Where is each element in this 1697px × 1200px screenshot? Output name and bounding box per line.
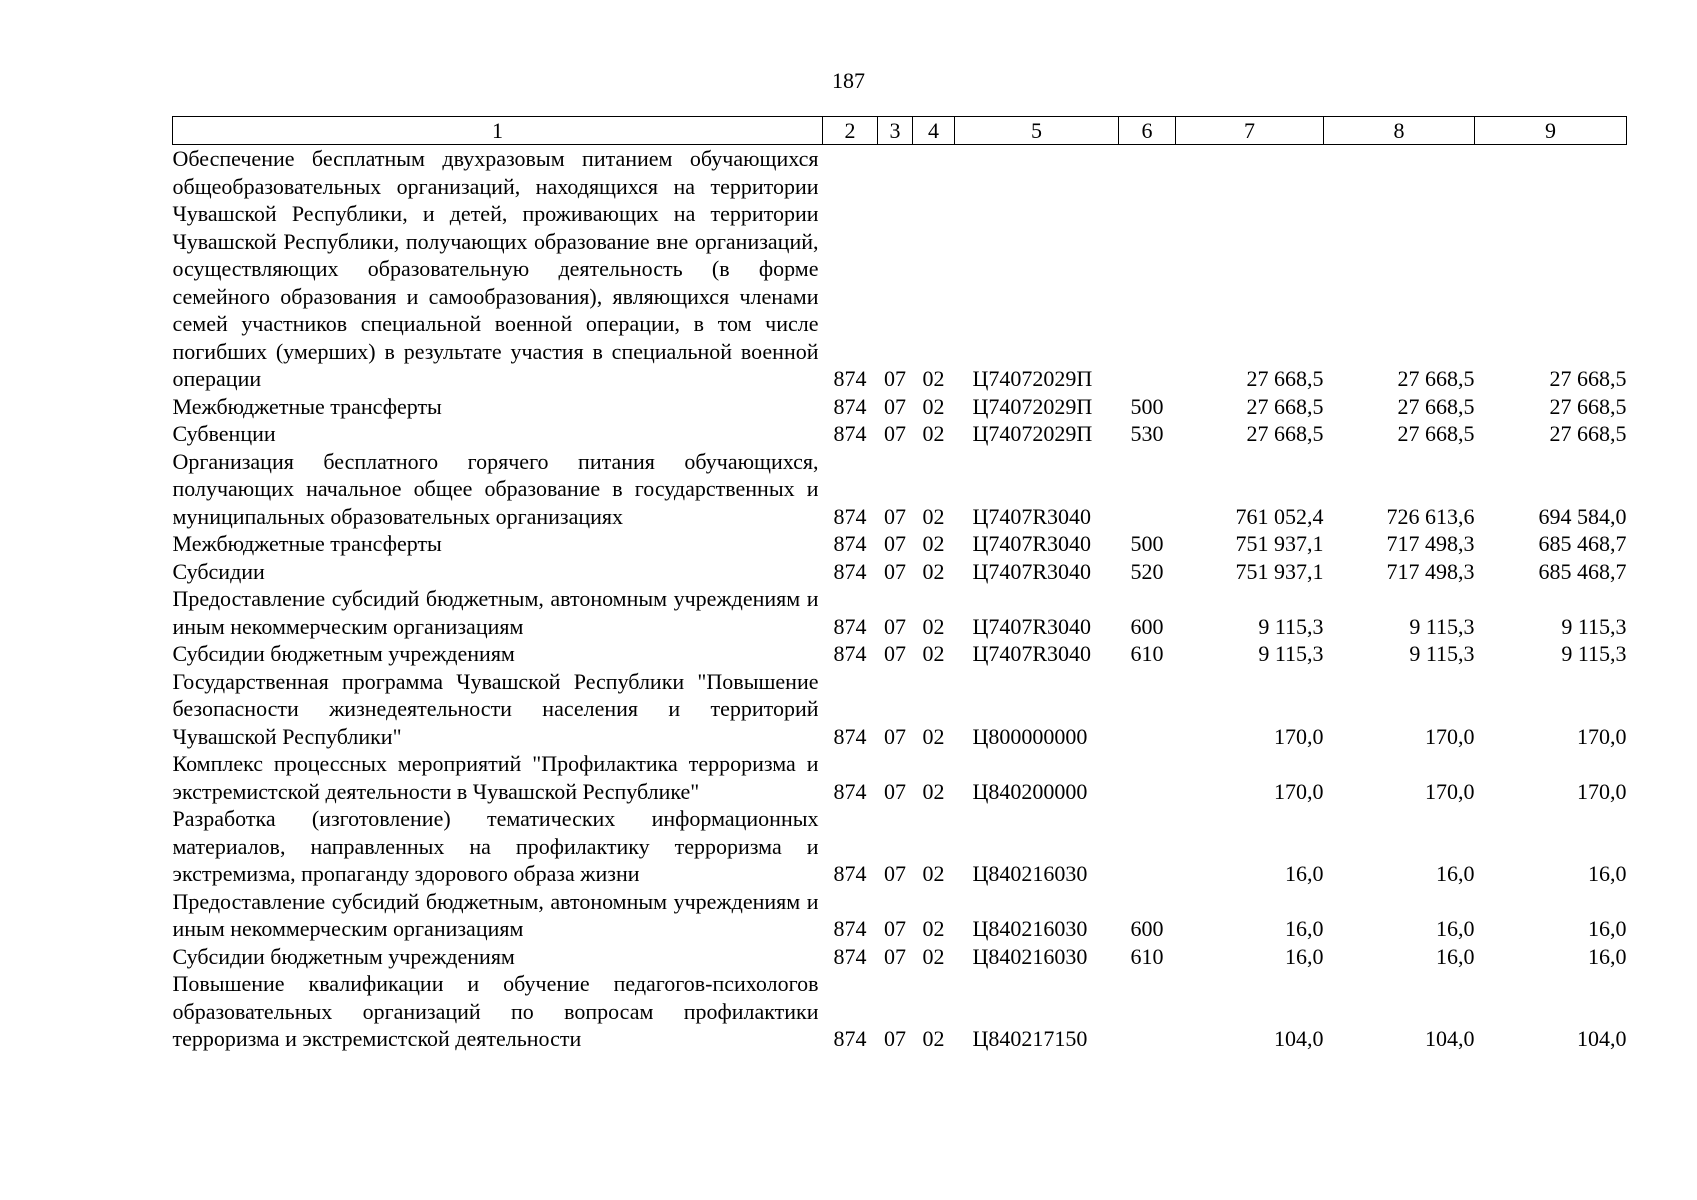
amount-year-2: 16,0 xyxy=(1436,943,1475,969)
ministry-code: 874 xyxy=(833,613,867,639)
target-article-code: Ц74072029П xyxy=(972,393,1093,419)
expense-type-code: 520 xyxy=(1130,558,1164,584)
target-article-code: Ц74072029П xyxy=(972,421,1093,446)
amount-year-2: 717 498,3 xyxy=(1386,531,1475,556)
amount-year-2: 27 668,5 xyxy=(1397,393,1475,419)
target-article-code: Ц7407R3040 xyxy=(972,558,1092,584)
amount-year-2: 717 498,3 xyxy=(1386,558,1475,584)
table-row xyxy=(173,888,1627,943)
section-code: 07 xyxy=(884,531,906,556)
amount-year-3: 170,0 xyxy=(1577,723,1627,749)
page-number: 187 xyxy=(832,68,865,93)
target-article-code: Ц840217150 xyxy=(972,1026,1088,1051)
table-row xyxy=(173,558,1627,586)
target-article-code: Ц7407R3040 xyxy=(972,531,1092,556)
amount-year-1: 16,0 xyxy=(1285,916,1324,941)
amount-year-2: 726 613,6 xyxy=(1386,503,1475,529)
amount-year-1: 27 668,5 xyxy=(1246,366,1324,391)
row-name: Комплекс процессных мероприятий "Профилактика терроризма и экстремистской деятельности в Чувашской Республике" xyxy=(172,751,819,804)
amount-year-3: 16,0 xyxy=(1588,916,1627,941)
column-number-2: 2 xyxy=(823,117,878,145)
target-article-code: Ц800000000 xyxy=(972,723,1088,749)
table-row xyxy=(173,805,1627,888)
subsection-code: 02 xyxy=(922,943,945,969)
target-article-code: Ц7407R3040 xyxy=(972,641,1092,666)
column-number-7: 7 xyxy=(1176,117,1324,145)
target-article-code: Ц840216030 xyxy=(972,943,1088,969)
expense-type-code: 610 xyxy=(1130,943,1164,969)
target-article-code: Ц7407R3040 xyxy=(972,503,1092,529)
subsection-code: 02 xyxy=(922,613,945,639)
column-number-8: 8 xyxy=(1324,117,1475,145)
amount-year-2: 16,0 xyxy=(1436,916,1475,941)
expense-type-code: 500 xyxy=(1130,393,1164,419)
table-row xyxy=(173,668,1627,751)
section-code: 07 xyxy=(884,916,906,941)
subsection-code: 02 xyxy=(922,723,945,749)
amount-year-2: 16,0 xyxy=(1436,861,1475,886)
ministry-code: 874 xyxy=(833,641,867,666)
table-row xyxy=(173,530,1627,558)
amount-year-3: 16,0 xyxy=(1588,861,1627,886)
subsection-code: 02 xyxy=(922,393,945,419)
amount-year-1: 751 937,1 xyxy=(1235,531,1324,556)
section-code: 07 xyxy=(884,943,906,969)
table-row xyxy=(173,145,1627,393)
column-number-3: 3 xyxy=(878,117,913,145)
expense-type-code xyxy=(1119,805,1176,888)
target-article-code: Ц74072029П xyxy=(972,366,1093,391)
amount-year-2: 9 115,3 xyxy=(1409,613,1475,639)
amount-year-2: 170,0 xyxy=(1425,723,1475,749)
section-code: 07 xyxy=(884,503,906,529)
expense-type-code: 610 xyxy=(1130,641,1164,666)
section-code: 07 xyxy=(884,1026,906,1051)
section-code: 07 xyxy=(884,641,906,666)
amount-year-1: 16,0 xyxy=(1285,861,1324,886)
row-name: Межбюджетные трансферты xyxy=(172,531,442,556)
target-article-code: Ц840216030 xyxy=(972,916,1088,941)
ministry-code: 874 xyxy=(833,531,867,556)
expense-type-code: 600 xyxy=(1130,916,1164,941)
table-row xyxy=(173,750,1627,805)
table-row xyxy=(173,640,1627,668)
section-code: 07 xyxy=(884,861,906,886)
table-row xyxy=(173,970,1627,1053)
column-number-6: 6 xyxy=(1119,117,1176,145)
row-name: Межбюджетные трансферты xyxy=(172,393,442,419)
amount-year-2: 27 668,5 xyxy=(1397,421,1475,446)
amount-year-2: 170,0 xyxy=(1425,778,1475,804)
subsection-code: 02 xyxy=(922,778,945,804)
section-code: 07 xyxy=(884,366,906,391)
subsection-code: 02 xyxy=(922,558,945,584)
subsection-code: 02 xyxy=(922,421,945,446)
target-article-code: Ц840200000 xyxy=(972,778,1088,804)
row-name: Субсидии бюджетным учреждениям xyxy=(172,943,515,969)
section-code: 07 xyxy=(884,613,906,639)
subsection-code: 02 xyxy=(922,916,945,941)
subsection-code: 02 xyxy=(922,503,945,529)
expense-type-code: 530 xyxy=(1130,421,1164,446)
row-name: Организация бесплатного горячего питания обучающихся, получающих начальное общее образование в государственных и муниципальных образовательных организациях xyxy=(172,448,819,529)
row-name: Предоставление субсидий бюджетным, автономным учреждениям и иным некоммерческим организациям xyxy=(172,888,819,941)
ministry-code: 874 xyxy=(833,916,867,941)
expense-type-code xyxy=(1119,970,1176,1053)
column-number-row xyxy=(173,117,1627,145)
budget-table xyxy=(172,116,1627,1053)
ministry-code: 874 xyxy=(833,421,867,446)
ministry-code: 874 xyxy=(833,393,867,419)
expense-type-code xyxy=(1119,448,1176,531)
subsection-code: 02 xyxy=(922,1026,945,1051)
amount-year-1: 761 052,4 xyxy=(1235,503,1324,529)
amount-year-1: 9 115,3 xyxy=(1258,613,1324,639)
subsection-code: 02 xyxy=(922,366,945,391)
amount-year-1: 27 668,5 xyxy=(1246,393,1324,419)
amount-year-2: 104,0 xyxy=(1425,1026,1475,1051)
expense-type-code xyxy=(1119,668,1176,751)
column-number-9: 9 xyxy=(1475,117,1627,145)
target-article-code: Ц7407R3040 xyxy=(972,613,1092,639)
expense-type-code xyxy=(1119,750,1176,805)
expense-type-code: 600 xyxy=(1130,613,1164,639)
ministry-code: 874 xyxy=(833,861,867,886)
amount-year-3: 104,0 xyxy=(1577,1026,1627,1051)
amount-year-3: 685 468,7 xyxy=(1538,531,1627,556)
amount-year-3: 27 668,5 xyxy=(1549,393,1627,419)
ministry-code: 874 xyxy=(833,503,867,529)
amount-year-1: 16,0 xyxy=(1285,943,1324,969)
column-number-4: 4 xyxy=(913,117,955,145)
section-code: 07 xyxy=(884,558,906,584)
amount-year-3: 170,0 xyxy=(1577,778,1627,804)
section-code: 07 xyxy=(884,421,906,446)
table-body xyxy=(173,145,1627,1053)
amount-year-1: 170,0 xyxy=(1274,723,1324,749)
amount-year-3: 16,0 xyxy=(1588,943,1627,969)
amount-year-3: 694 584,0 xyxy=(1538,503,1627,529)
row-name: Разработка (изготовление) тематических информационных материалов, направленных на профилактику терроризма и экстремизма, пропаганду здорового образа жизни xyxy=(172,806,819,886)
amount-year-3: 9 115,3 xyxy=(1561,641,1627,666)
amount-year-1: 751 937,1 xyxy=(1235,558,1324,584)
section-code: 07 xyxy=(884,393,906,419)
subsection-code: 02 xyxy=(922,641,945,666)
row-name: Субсидии бюджетным учреждениям xyxy=(172,641,515,666)
amount-year-3: 27 668,5 xyxy=(1549,366,1627,391)
table-row xyxy=(173,448,1627,531)
ministry-code: 874 xyxy=(833,558,867,584)
subsection-code: 02 xyxy=(922,861,945,886)
ministry-code: 874 xyxy=(833,366,867,391)
column-number-5: 5 xyxy=(955,117,1119,145)
ministry-code: 874 xyxy=(833,1026,867,1051)
ministry-code: 874 xyxy=(833,778,867,804)
row-name: Субвенции xyxy=(172,421,276,446)
amount-year-3: 27 668,5 xyxy=(1549,421,1627,446)
amount-year-2: 27 668,5 xyxy=(1397,366,1475,391)
expense-type-code: 500 xyxy=(1130,531,1164,556)
ministry-code: 874 xyxy=(833,723,867,749)
table-row xyxy=(173,943,1627,971)
section-code: 07 xyxy=(884,778,906,804)
row-name: Государственная программа Чувашской Республики "Повышение безопасности жизнедеятельности населения и территорий Чувашской Республики" xyxy=(172,668,819,749)
subsection-code: 02 xyxy=(922,531,945,556)
row-name: Повышение квалификации и обучение педагогов-психологов образовательных организаций по вопросам профилактики терроризма и экстремистской деятельности xyxy=(172,971,819,1051)
expense-type-code xyxy=(1119,145,1176,393)
section-code: 07 xyxy=(884,723,906,749)
amount-year-2: 9 115,3 xyxy=(1409,641,1475,666)
amount-year-3: 9 115,3 xyxy=(1561,613,1627,639)
target-article-code: Ц840216030 xyxy=(972,861,1088,886)
amount-year-1: 27 668,5 xyxy=(1246,421,1324,446)
row-name: Обеспечение бесплатным двухразовым питанием обучающихся общеобразовательных организаций, находящихся на территории Чувашской Республики, и детей, проживающих на территории Чувашской Республики, получающих образование вне организаций, осуществляющих образовательную деятельность (в форме семейного образования и самообразования), являющихся членами семей участников специальной военной операции, в том числе погибших (умерших) в результате участия в специальной военной операции xyxy=(172,146,819,391)
amount-year-1: 170,0 xyxy=(1274,778,1324,804)
table-row xyxy=(173,420,1627,448)
row-name: Субсидии xyxy=(172,558,265,584)
table-row xyxy=(173,393,1627,421)
row-name: Предоставление субсидий бюджетным, автономным учреждениям и иным некоммерческим организациям xyxy=(172,586,819,639)
column-number-1: 1 xyxy=(173,117,823,145)
ministry-code: 874 xyxy=(833,943,867,969)
amount-year-1: 9 115,3 xyxy=(1258,641,1324,666)
table-row xyxy=(173,585,1627,640)
amount-year-1: 104,0 xyxy=(1274,1026,1324,1051)
amount-year-3: 685 468,7 xyxy=(1538,558,1627,584)
